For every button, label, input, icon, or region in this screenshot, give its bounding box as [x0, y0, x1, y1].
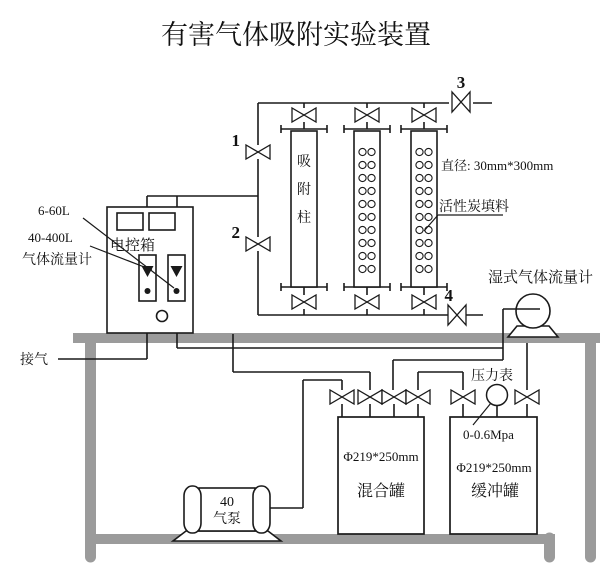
packing-dot	[425, 187, 432, 194]
valve-1-icon	[246, 145, 270, 159]
packing-dot	[416, 148, 423, 155]
flowmeter-label: 气体流量计	[22, 253, 92, 268]
valve-4-label: 4	[444, 286, 453, 305]
mixtank-valve1-icon	[330, 390, 354, 404]
range-small-label: 6-60L	[38, 203, 70, 218]
packing-dot	[359, 265, 366, 272]
mixtank-valve2-icon	[358, 390, 382, 404]
valve-1-label: 1	[231, 131, 240, 150]
packing-dot	[416, 265, 423, 272]
packing-dot	[368, 148, 375, 155]
valve-3-icon	[452, 92, 470, 112]
packing-dot	[368, 187, 375, 194]
mixing-tank	[338, 417, 424, 534]
packing-dot	[368, 239, 375, 246]
adsorption-column-2	[354, 131, 380, 287]
pump-label-line2: 气泵	[213, 512, 241, 527]
mixtank-valve3-icon	[382, 390, 406, 404]
packing-dot	[359, 213, 366, 220]
rotameter-right	[168, 255, 185, 301]
wet-flowmeter-drum-icon	[516, 294, 550, 328]
wet-flowmeter	[508, 294, 558, 337]
packing-label: 活性炭填料	[439, 200, 509, 215]
buffertank-left-valve-icon	[451, 390, 475, 404]
adsorption-char-1: 吸	[297, 155, 311, 170]
packing-dot	[416, 187, 423, 194]
pump-cap-right	[253, 486, 270, 533]
adsorption-column-3	[411, 131, 437, 287]
packing-dot	[416, 200, 423, 207]
packing-dot	[368, 252, 375, 259]
mixtank-valve4-icon	[406, 390, 430, 404]
packing-dot	[359, 226, 366, 233]
adsorption-char-3: 柱	[297, 211, 311, 226]
packing-dot	[425, 226, 432, 233]
buffer-tank-size: Φ219*250mm	[456, 460, 532, 475]
pump-label-line1: 40	[220, 495, 234, 510]
tank-link-pipe	[418, 372, 463, 390]
packing-dot	[425, 239, 432, 246]
packing-dot	[416, 252, 423, 259]
wet-flowmeter-label: 湿式气体流量计	[488, 270, 594, 286]
buffer-tank-name: 缓冲罐	[470, 483, 520, 500]
packing-dot	[416, 174, 423, 181]
packing-dot	[359, 239, 366, 246]
valve-2-label: 2	[231, 223, 240, 242]
mixing-tank-name: 混合罐	[356, 483, 406, 500]
pressure-range-label: 0-0.6Mpa	[463, 427, 514, 442]
packing-dot	[425, 213, 432, 220]
column2-top-valve-icon	[355, 108, 379, 122]
valve-2-icon	[246, 237, 270, 251]
rotameter-right-ball	[174, 288, 180, 294]
packing-dot	[368, 213, 375, 220]
pressure-gauge-label: 压力表	[471, 369, 513, 384]
column3-bottom-valve-icon	[412, 295, 436, 309]
packing-dot	[359, 148, 366, 155]
packing-dot	[425, 200, 432, 207]
column1-bottom-valve-icon	[292, 295, 316, 309]
column-diameter-label: 直径: 30mm*300mm	[441, 158, 554, 173]
packing-dot	[416, 239, 423, 246]
column1-label	[297, 154, 311, 226]
pump-cap-left	[184, 486, 201, 533]
page-title: 有害气体吸附实验装置	[161, 20, 431, 50]
column1-top-valve-icon	[292, 108, 316, 122]
packing-dot	[359, 161, 366, 168]
bench-shelf	[85, 534, 555, 544]
packing-dot	[368, 161, 375, 168]
gas-inlet-label: 接气	[20, 353, 48, 368]
packing-dot	[359, 187, 366, 194]
valve-3-label: 3	[456, 73, 466, 92]
control-box-display-left	[117, 213, 143, 230]
packing-dot	[425, 148, 432, 155]
packing-dot	[368, 200, 375, 207]
packing-dot	[425, 161, 432, 168]
rotameter-left	[139, 255, 156, 301]
packing-dot	[359, 252, 366, 259]
buffertank-right-valve-icon	[515, 390, 539, 404]
packing-dot	[368, 174, 375, 181]
packing-dot	[425, 265, 432, 272]
control-box-label: 电控箱	[110, 238, 156, 254]
packing-dot	[416, 161, 423, 168]
column3-top-valve-icon	[412, 108, 436, 122]
range-large-label: 40-400L	[28, 230, 73, 245]
packing-dot	[368, 265, 375, 272]
packing-dot	[359, 174, 366, 181]
column2-bottom-valve-icon	[355, 295, 379, 309]
control-box-port	[157, 311, 168, 322]
mixing-tank-size: Φ219*250mm	[343, 449, 419, 464]
packing-dot	[368, 226, 375, 233]
control-box-display-right	[149, 213, 175, 230]
packing-dot	[425, 174, 432, 181]
packing-dot	[416, 226, 423, 233]
valve-4-icon	[448, 305, 466, 325]
pressure-gauge-icon	[487, 385, 508, 406]
packing-dot	[359, 200, 366, 207]
packing-dot	[416, 213, 423, 220]
rotameter-left-ball	[145, 288, 151, 294]
valves	[246, 92, 539, 404]
packing-dot	[425, 252, 432, 259]
adsorption-char-2: 附	[297, 183, 311, 198]
